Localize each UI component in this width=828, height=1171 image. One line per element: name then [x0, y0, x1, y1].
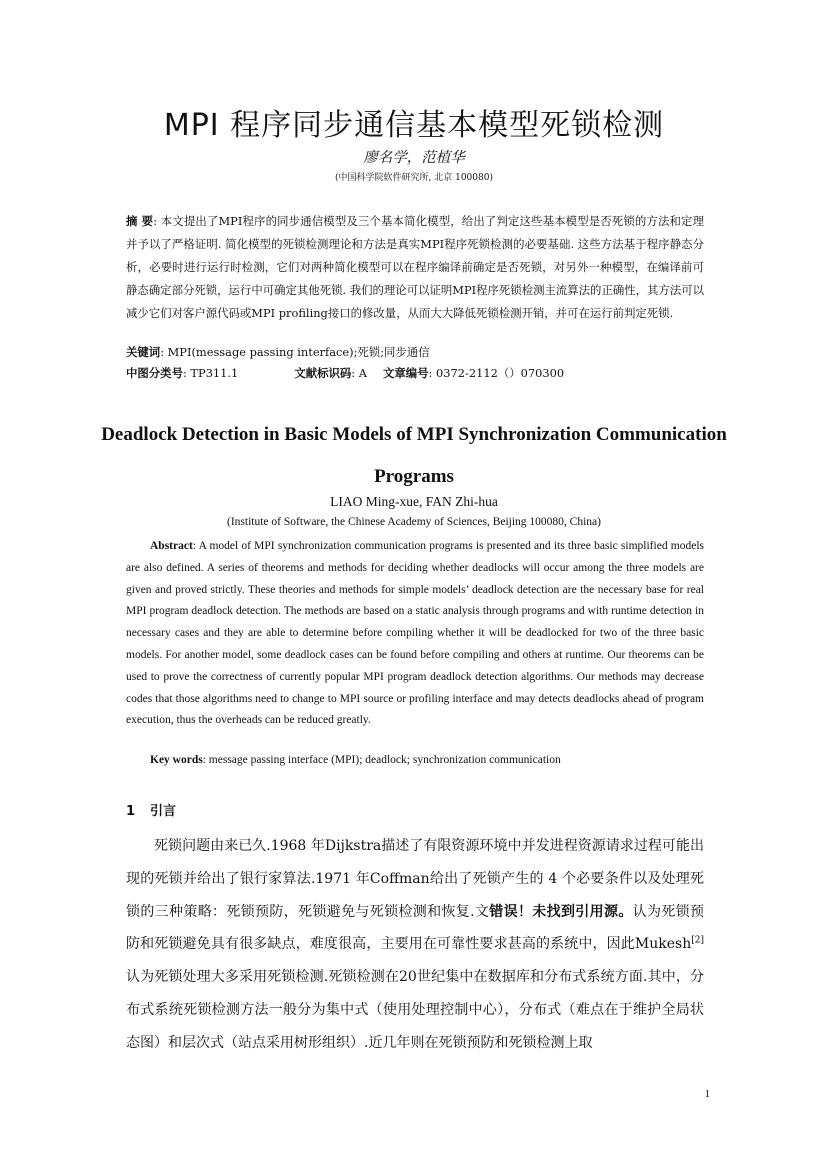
class-number-value: : TP311.1	[182, 366, 239, 380]
chinese-affiliation: (中国科学院软件研究所, 北京 100080)	[335, 173, 493, 183]
citation-link[interactable]: [2]	[691, 935, 704, 946]
chinese-abstract-text: : 本文提出了MPI程序的同步通信模型及三个基本简化模型，给出了判定这些基本模型是否死锁的方法和定理并予以了严格证明. 简化模型的死锁检测理论和方法是真实MPI程序死锁检测的必要基础. 这些方法基于程序静态分析，必要时进行运行时检测，它们对两种简化模型可以在程序编译前确定是否死锁，对另外一种模型，在编译前可静态确定部分死锁，运行中可确定其他死锁. 我们的理论可以证明MPI程序死锁检测主流算法的正确性，其方法可以减少它们对客户源代码或MPI profiling接口的修改量，从而大大降低死锁检测开销，并可在运行前判定死锁.	[126, 214, 704, 320]
chinese-keywords	[126, 343, 704, 361]
chinese-authors: 廖名学，范植华	[363, 150, 465, 166]
class-number-label: 中图分类号	[126, 366, 183, 380]
english-keywords-text: : message passing interface (MPI); deadlock; synchronization communication	[202, 754, 561, 766]
english-abstract-label: Abstract	[150, 540, 193, 552]
english-title: Deadlock Detection in Basic Models of MPI Synchronization Communication Programs	[101, 424, 727, 487]
english-keywords	[150, 754, 710, 766]
body-part-3: 认为死锁处理大多采用死锁检测.死锁检测在20世纪集中在数据库和分布式系统方面.其中，分布式系统死锁检测方法一般分为集中式（使用处理控制中心），分布式（难点在于维护全局状态图）和层次式（站点采用树形组织）.近几年则在死锁预防和死锁检测上取	[126, 969, 704, 1051]
classification-line	[126, 364, 704, 382]
doc-code-value: : A	[351, 366, 367, 380]
english-affiliation: (Institute of Software, the Chinese Academy of Sciences, Beijing 100080, China)	[227, 516, 601, 528]
body-part-1: 死锁问题由来已久.1968 年Dijkstra描述了有限资源环境中并发进程资源请求过程可能出现的死锁并给出了银行家算法.1971 年Coffman给出了死锁产生的 4 个必要条件以及处理死锁的三种策略：死锁预防，死锁避免与死锁检测和恢复.文	[126, 838, 704, 920]
doc-code-label: 文献标识码	[294, 366, 352, 380]
english-authors: LIAO Ming-xue, FAN Zhi-hua	[330, 494, 498, 509]
english-abstract-text: : A model of MPI synchronization communication programs is presented and its three basic simplified models are also defined. A series of theorems and methods for deciding whether deadlocks will occur among the three models are given and proved strictly. These theories and methods for simple models’ deadlock detection are the necessary base for real MPI program deadlock detection. The methods are based on a static analysis through programs and with runtime detection in necessary cases and they are able to determine before compiling whether it will be deadlocked for two of the three basic models. For another model, some deadlock cases can be found before compiling and others at runtime. Our theorems can be used to prove the correctness of currently popular MPI program deadlock detection algorithms. Our methods may decrease codes that those algorithms need to change to MPI source or profiling interface and may detects deadlocks ahead of program execution, thus the overheads can be reduced greatly.	[126, 540, 704, 727]
chinese-abstract-label: 摘 要	[126, 214, 154, 228]
section-heading	[126, 800, 426, 819]
section-number: 1	[126, 804, 136, 819]
chinese-keywords-label: 关键词	[126, 345, 161, 359]
chinese-abstract	[126, 210, 704, 325]
body-part-2: 认为死锁预防和死锁避免具有很多缺点，难度很高，主要用在可靠性要求甚高的系统中，因此Mukesh	[126, 903, 705, 953]
section-title: 引言	[150, 804, 177, 819]
page-number: 1	[704, 1088, 710, 1100]
article-number-value: : 0372-2112（）070300	[428, 366, 565, 380]
english-keywords-label: Key words	[150, 754, 203, 766]
article-number-label: 文章编号	[382, 366, 429, 380]
reference-error-text: 错误！未找到引用源。	[489, 903, 633, 920]
chinese-title: MPI 程序同步通信基本模型死锁检测	[163, 108, 665, 143]
chinese-keywords-text: : MPI(message passing interface);死锁;同步通信	[160, 345, 430, 359]
body-paragraph	[126, 830, 704, 1060]
english-abstract	[126, 536, 704, 732]
